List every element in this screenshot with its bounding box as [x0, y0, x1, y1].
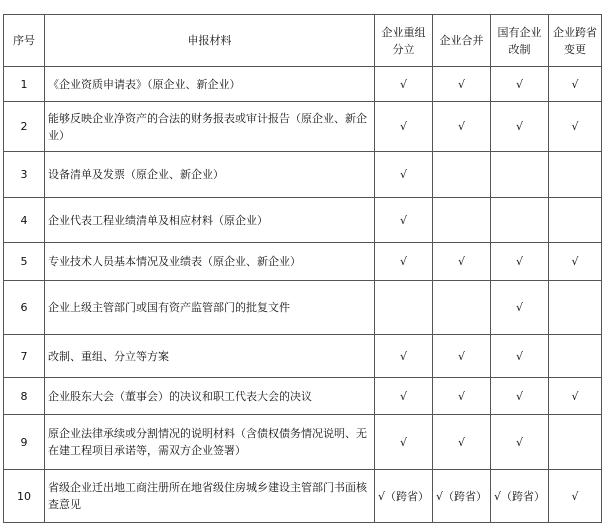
table-row — [4, 198, 602, 243]
check-split: √ — [375, 67, 433, 102]
check-cross-province: √ — [549, 67, 602, 102]
row-material: 改制、重组、分立等方案 — [45, 335, 375, 378]
row-number: 10 — [4, 470, 45, 523]
table-row — [4, 335, 602, 378]
check-split: √ — [375, 198, 433, 243]
row-material: 专业技术人员基本情况及业绩表（原企业、新企业） — [45, 243, 375, 281]
table-row — [4, 470, 602, 523]
header-material: 申报材料 — [45, 15, 375, 67]
row-material: 企业上级主管部门或国有资产监管部门的批复文件 — [45, 281, 375, 335]
check-split: √ — [375, 243, 433, 281]
check-split: √ — [375, 415, 433, 470]
check-restructure: √ — [491, 67, 549, 102]
check-cross-province: √ — [549, 102, 602, 152]
check-cross-province — [549, 198, 602, 243]
row-material: 《企业资质申请表》（原企业、新企业） — [45, 67, 375, 102]
header-merge: 企业合并 — [433, 15, 491, 67]
check-split: √ — [375, 335, 433, 378]
header-restructure: 国有企业改制 — [491, 15, 549, 67]
row-number: 6 — [4, 281, 45, 335]
check-restructure: √ — [491, 378, 549, 415]
check-restructure: √ — [491, 415, 549, 470]
row-material: 原企业法律承续或分割情况的说明材料（含债权债务情况说明、无在建工程项目承诺等，需双方企业签署） — [45, 415, 375, 470]
check-restructure — [491, 198, 549, 243]
row-number: 8 — [4, 378, 45, 415]
check-merge: √ — [433, 378, 491, 415]
check-cross-province: √ — [549, 243, 602, 281]
table-row — [4, 102, 602, 152]
table-row — [4, 243, 602, 281]
check-cross-province — [549, 281, 602, 335]
row-number: 2 — [4, 102, 45, 152]
check-cross-province: √ — [549, 378, 602, 415]
application-materials-table-container — [3, 14, 601, 522]
row-material: 企业代表工程业绩清单及相应材料（原企业） — [45, 198, 375, 243]
table-row — [4, 67, 602, 102]
check-restructure: √ — [491, 281, 549, 335]
row-number: 9 — [4, 415, 45, 470]
check-merge: √ — [433, 415, 491, 470]
row-number: 5 — [4, 243, 45, 281]
table-row — [4, 152, 602, 198]
header-split: 企业重组分立 — [375, 15, 433, 67]
row-number: 4 — [4, 198, 45, 243]
check-merge: √（跨省） — [433, 470, 491, 523]
check-split: √（跨省） — [375, 470, 433, 523]
table-row — [4, 415, 602, 470]
table-row — [4, 281, 602, 335]
check-cross-province — [549, 335, 602, 378]
header-cross-province: 企业跨省变更 — [549, 15, 602, 67]
check-split: √ — [375, 152, 433, 198]
check-merge — [433, 152, 491, 198]
check-restructure: √ — [491, 102, 549, 152]
check-cross-province — [549, 152, 602, 198]
check-restructure: √ — [491, 335, 549, 378]
row-material: 能够反映企业净资产的合法的财务报表或审计报告（原企业、新企业） — [45, 102, 375, 152]
check-split: √ — [375, 102, 433, 152]
row-material: 设备清单及发票（原企业、新企业） — [45, 152, 375, 198]
check-cross-province: √ — [549, 470, 602, 523]
check-merge: √ — [433, 67, 491, 102]
check-restructure: √ — [491, 243, 549, 281]
row-material: 企业股东大会（董事会）的决议和职工代表大会的决议 — [45, 378, 375, 415]
check-merge — [433, 198, 491, 243]
row-number: 3 — [4, 152, 45, 198]
row-number: 1 — [4, 67, 45, 102]
table-header-row — [4, 15, 602, 67]
row-number: 7 — [4, 335, 45, 378]
check-split — [375, 281, 433, 335]
check-merge: √ — [433, 335, 491, 378]
check-merge: √ — [433, 102, 491, 152]
check-restructure — [491, 152, 549, 198]
check-restructure: √（跨省） — [491, 470, 549, 523]
application-materials-table — [3, 14, 602, 523]
check-merge: √ — [433, 243, 491, 281]
check-cross-province — [549, 415, 602, 470]
check-split: √ — [375, 378, 433, 415]
header-index: 序号 — [4, 15, 45, 67]
table-row — [4, 378, 602, 415]
check-merge — [433, 281, 491, 335]
row-material: 省级企业迁出地工商注册所在地省级住房城乡建设主管部门书面核查意见 — [45, 470, 375, 523]
